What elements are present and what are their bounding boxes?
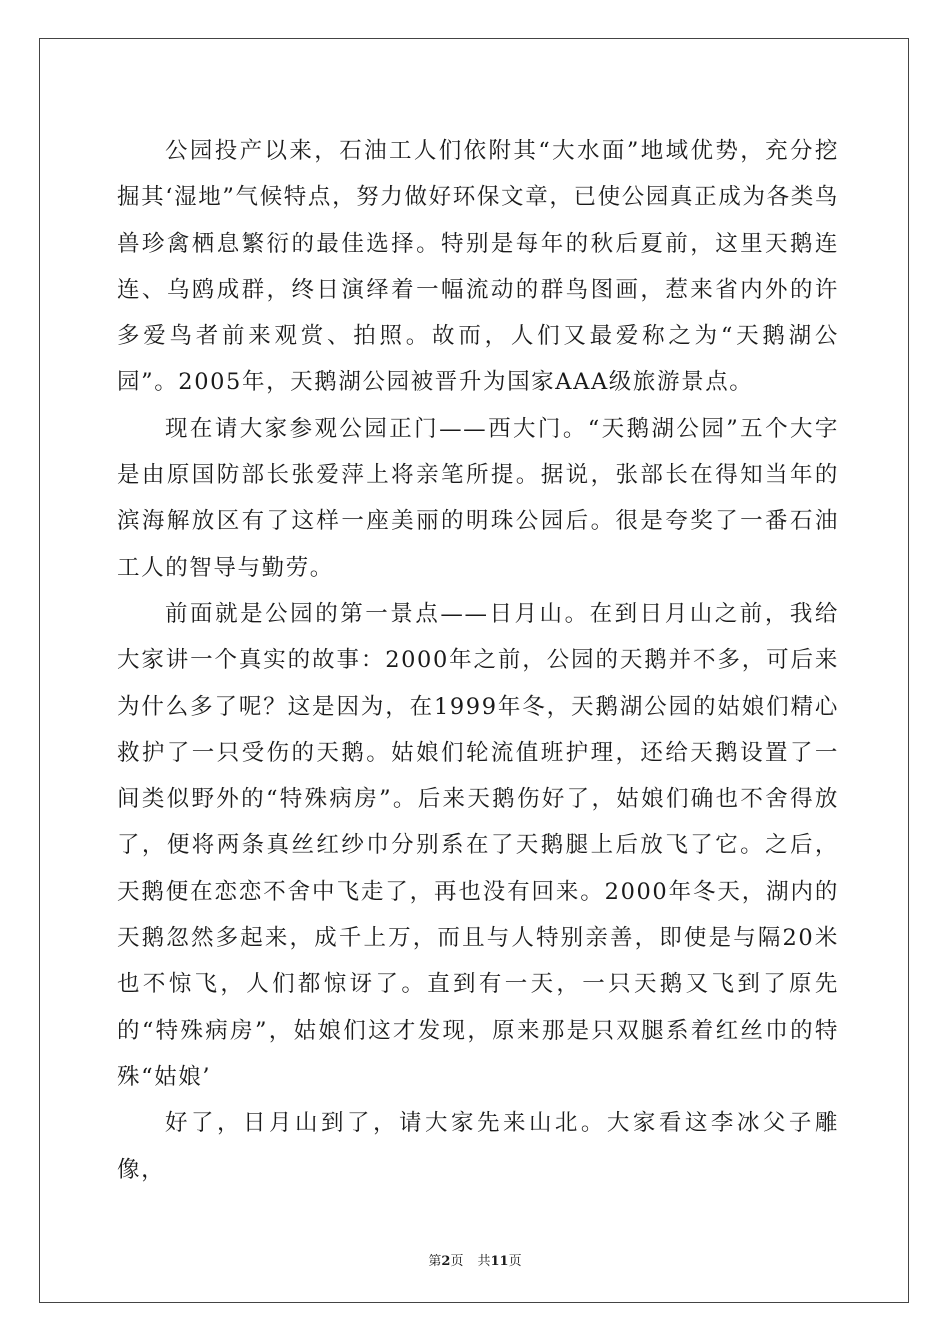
paragraph: 现在请大家参观公园正门——西大门。“天鹅湖公园”五个大字是由原国防部长张爱萍上将亲笔所提。据说，张部长在得知当年的滨海解放区有了这样一座美丽的明珠公园后。很是夸奖了一番石油工人的智导与勤劳。 [117,415,839,581]
page-footer [0,1250,950,1269]
total-label-suffix: 页 [508,1254,522,1269]
total-label-prefix: 共 [477,1254,491,1269]
total-pages: 11 [490,1254,509,1269]
page-number: 2 [441,1254,451,1269]
document-body [117,128,839,1193]
paragraph: 好了，日月山到了，请大家先来山北。大家看这李冰父子雕像， [117,1110,839,1183]
page-label-suffix: 页 [450,1254,464,1269]
page-label-prefix: 第 [428,1254,442,1269]
paragraph: 前面就是公园的第一景点——日月山。在到日月山之前，我给大家讲一个真实的故事：2000年之前，公园的天鹅并不多，可后来为什么多了呢？这是因为，在1999年冬，天鹅湖公园的姑娘们精心救护了一只受伤的天鹅。姑娘们轮流值班护理，还给天鹅设置了一间类似野外的“特殊病房”。后来天鹅伤好了，姑娘们确也不舍得放了，便将两条真丝红纱巾分别系在了天鹅腿上后放飞了它。之后，天鹅便在恋恋不舍中飞走了，再也没有回来。2000年冬天，湖内的天鹅忽然多起来，成千上万，而且与人特别亲善，即使是与隔20米也不惊飞，人们都惊讶了。直到有一天，一只天鹅又飞到了原先的“特殊病房”，姑娘们这才发现，原来那是只双腿系着红丝巾的特殊“姑娘’ [117,600,839,1090]
paragraph: 公园投产以来，石油工人们依附其“大水面”地域优势，充分挖掘其‘湿地”气候特点，努力做好环保文章，已使公园真正成为各类鸟兽珍禽栖息繁衍的最佳选择。特别是每年的秋后夏前，这里天鹅连连、乌鸥成群，终日演绎着一幅流动的群鸟图画，惹来省内外的许多爱鸟者前来观赏、拍照。故而，人们又最爱称之为“天鹅湖公园”。2005年，天鹅湖公园被晋升为国家AAA级旅游景点。 [117,138,839,396]
